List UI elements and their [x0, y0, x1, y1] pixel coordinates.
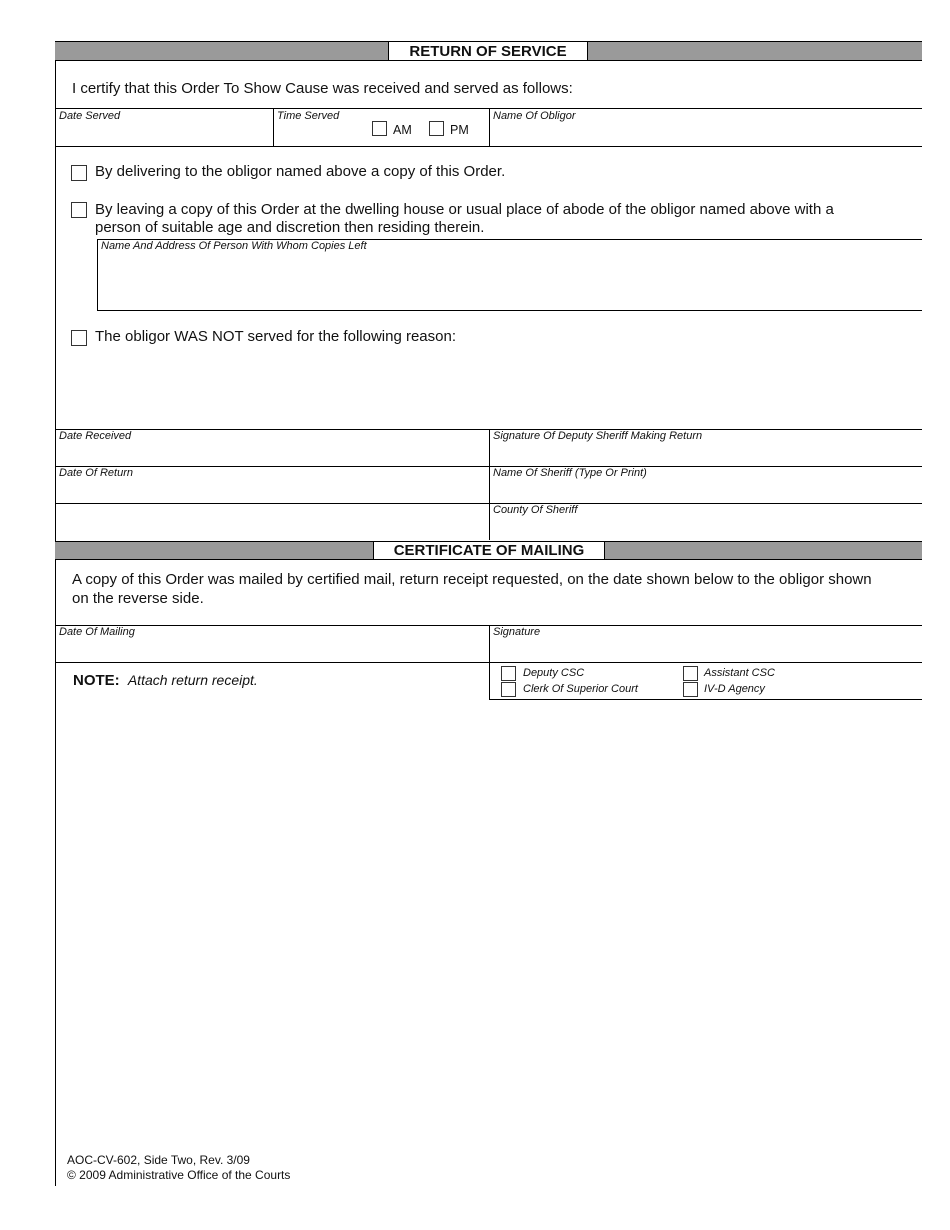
- pm-label: PM: [450, 123, 469, 137]
- cell-divider: [273, 108, 274, 146]
- mailing-text-line1: A copy of this Order was mailed by certified mail, return receipt requested, on the date shown below to the obligor shown: [72, 571, 872, 588]
- note: [73, 672, 258, 689]
- ivd-agency-checkbox[interactable]: [683, 682, 698, 697]
- date-of-mailing-label: Date Of Mailing: [59, 626, 135, 638]
- certificate-of-mailing-title: CERTIFICATE OF MAILING: [373, 541, 605, 560]
- cell-divider: [489, 108, 490, 146]
- ivd-agency-label: IV-D Agency: [704, 683, 765, 695]
- return-of-service-title: RETURN OF SERVICE: [388, 41, 588, 61]
- box-left: [97, 239, 98, 311]
- certificate-of-mailing-header: [55, 541, 922, 560]
- date-served-label: Date Served: [59, 110, 121, 122]
- am-label: AM: [393, 123, 412, 137]
- row-divider: [55, 503, 922, 504]
- row-divider: [489, 699, 922, 700]
- clerk-superior-court-checkbox[interactable]: [501, 682, 516, 697]
- cell-divider: [489, 429, 490, 540]
- signature-deputy-label: Signature Of Deputy Sheriff Making Return: [493, 430, 703, 442]
- pm-checkbox[interactable]: [429, 121, 444, 136]
- deputy-csc-checkbox[interactable]: [501, 666, 516, 681]
- row-divider: [55, 146, 922, 147]
- assistant-csc-checkbox[interactable]: [683, 666, 698, 681]
- box-bottom: [97, 310, 922, 311]
- option-not-served-text: The obligor WAS NOT served for the following reason:: [95, 328, 456, 345]
- county-of-sheriff-label: County Of Sheriff: [493, 504, 578, 516]
- not-served-checkbox[interactable]: [71, 330, 87, 346]
- return-of-service-header: [55, 41, 922, 61]
- option-delivering-text: By delivering to the obligor named above a copy of this Order.: [95, 163, 506, 180]
- mailing-text-line2: on the reverse side.: [72, 590, 204, 607]
- leaving-copy-checkbox[interactable]: [71, 202, 87, 218]
- date-received-label: Date Received: [59, 430, 132, 442]
- certify-text: I certify that this Order To Show Cause was received and served as follows:: [72, 80, 573, 97]
- row-divider: [55, 466, 922, 467]
- clerk-superior-court-label: Clerk Of Superior Court: [523, 683, 638, 695]
- note-text: Attach return receipt.: [127, 672, 258, 688]
- deputy-csc-label: Deputy CSC: [523, 667, 585, 679]
- left-border: [55, 41, 56, 1186]
- delivering-checkbox[interactable]: [71, 165, 87, 181]
- note-label: NOTE:: [73, 672, 120, 689]
- name-of-obligor-label: Name Of Obligor: [493, 110, 576, 122]
- assistant-csc-label: Assistant CSC: [704, 667, 775, 679]
- option-leaving-text-line2: person of suitable age and discretion then residing therein.: [95, 219, 485, 236]
- copyright: © 2009 Administrative Office of the Courts: [67, 1168, 291, 1182]
- time-served-label: Time Served: [277, 110, 340, 122]
- am-checkbox[interactable]: [372, 121, 387, 136]
- signature-label: Signature: [493, 626, 541, 638]
- form-id: AOC-CV-602, Side Two, Rev. 3/09: [67, 1153, 250, 1167]
- date-of-return-label: Date Of Return: [59, 467, 133, 479]
- name-of-sheriff-label: Name Of Sheriff (Type Or Print): [493, 467, 647, 479]
- copies-left-label: Name And Address Of Person With Whom Copies Left: [101, 240, 367, 252]
- row-divider: [55, 662, 922, 663]
- option-leaving-text-line1: By leaving a copy of this Order at the dwelling house or usual place of abode of the obligor named above with a: [95, 201, 834, 218]
